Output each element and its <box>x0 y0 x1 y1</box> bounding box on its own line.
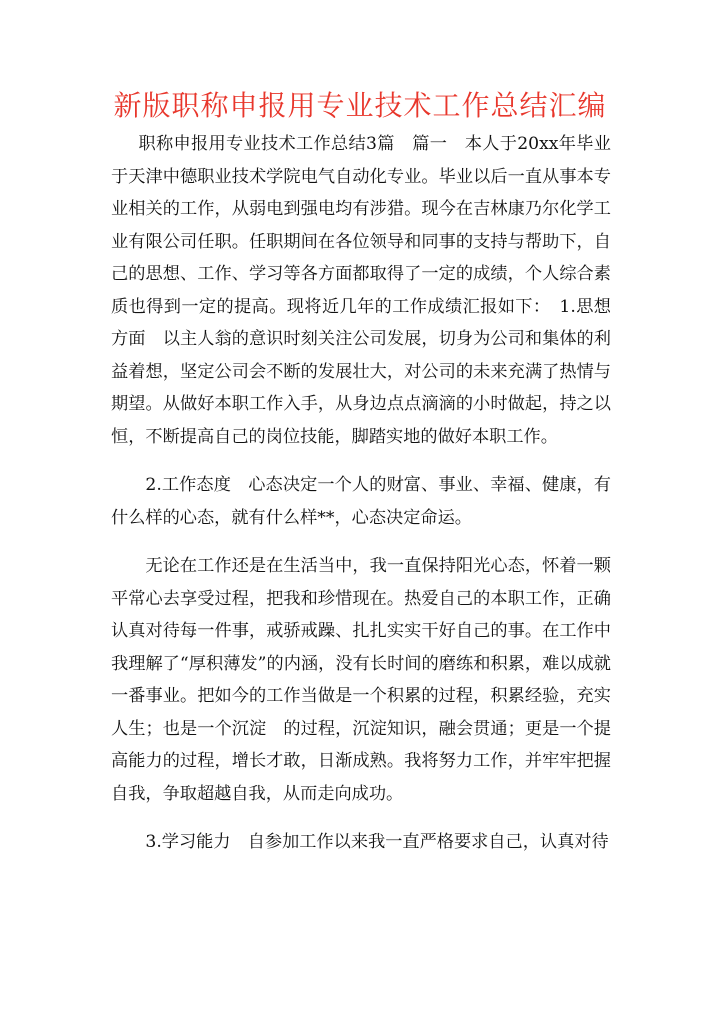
document-title: 新版职称申报用专业技术工作总结汇编 <box>113 89 607 122</box>
paragraph-work-attitude: 2.工作态度 心态决定一个人的财富、事业、幸福、健康，有什么样的心态，就有什么样**，心态决定命运。 <box>111 475 611 528</box>
paragraph-learning-ability: 3.学习能力 自参加工作以来我一直严格要求自己，认真对待 <box>145 832 609 852</box>
paragraph-intro: 职称申报用专业技术工作总结3篇 篇一 本人于20xx年毕业于天津中德职业技术学院电气自动化专业。毕业以后一直从事本专业相关的工作，从弱电到强电均有涉猎。现今在吉林康乃尔化学工业有限公司任职。任职期间在各位领导和同事的支持与帮助下，自己的思想、工作、学习等各方面都取得了一定的成绩，个人综合素质也得到一定的提高。现将近几年的工作成绩汇报如下： 1.思想方面 以主人翁的意识时刻关注公司发展，切身为公司和集体的利益着想，坚定公司会不断的发展壮大，对公司的未来充满了热情与期望。从做好本职工作入手，从身边点点滴滴的小时做起，持之以恒，不断提高自己的岗位技能，脚踏实地的做好本职工作。 <box>111 134 611 447</box>
document-body <box>111 128 611 859</box>
paragraph-mindset: 无论在工作还是在生活当中，我一直保持阳光心态，怀着一颗平常心去享受过程，把我和珍惜现在。热爱自己的本职工作，正确认真对待每一件事，戒骄戒躁、扎扎实实干好自己的事。在工作中我理解了“厚积薄发”的内涵，没有长时间的磨练和积累，难以成就一番事业。把如今的工作当做是一个积累的过程，积累经验，充实人生；也是一个沉淀 的过程，沉淀知识，融会贯通；更是一个提高能力的过程，增长才敢，日渐成熟。我将努力工作，并牢牢把握自我，争取超越自我，从而走向成功。 <box>111 556 611 804</box>
